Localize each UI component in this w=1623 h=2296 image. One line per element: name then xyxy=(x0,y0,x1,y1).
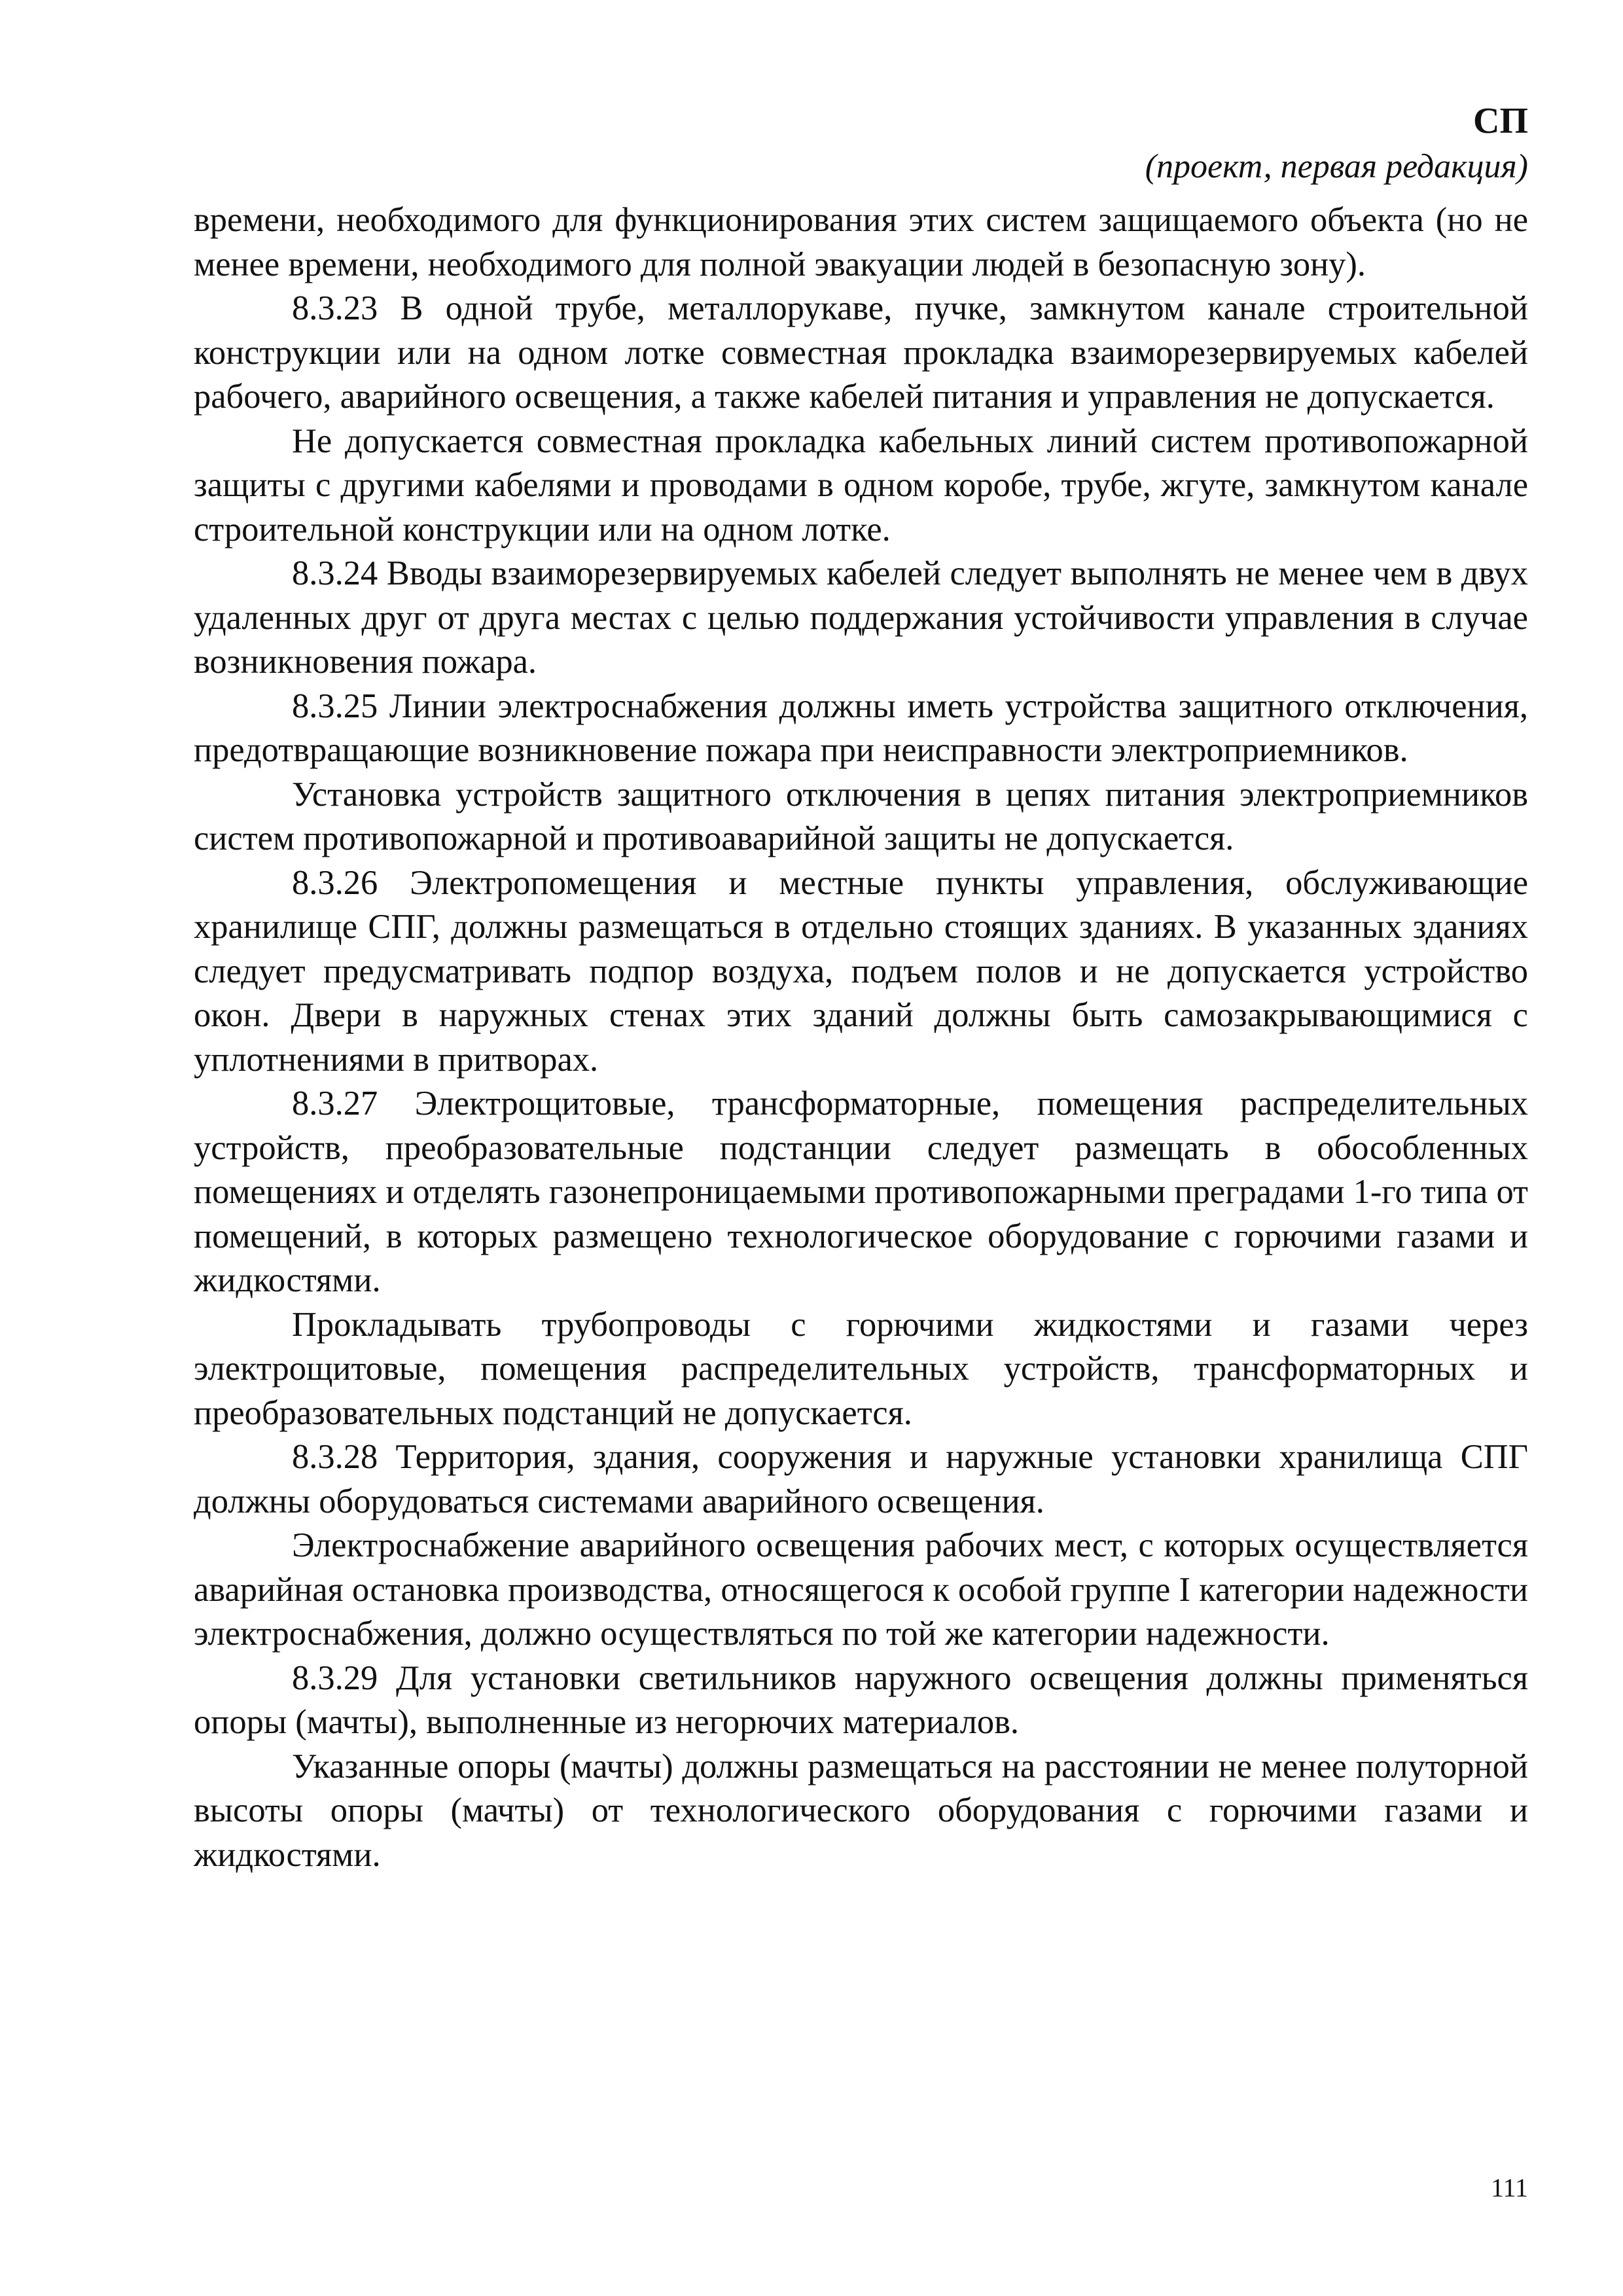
paragraph: Электроснабжение аварийного освещения рабочих мест, с которых осуществляется аварийная остановка производства, относящегося к особой группе I категории надежности электроснабжения, должно осуществляться по той же категории надежности. xyxy=(194,1526,1528,1653)
page-number: 111 xyxy=(1490,2173,1528,2202)
paragraph: Указанные опоры (мачты) должны размещаться на расстоянии не менее полуторной высоты опоры (мачты) от технологического оборудования с горючими газами и жидкостями. xyxy=(194,1747,1528,1874)
paragraph-8-3-25: 8.3.25 Линии электроснабжения должны иметь устройства защитного отключения, предотвращающие возникновение пожара при неисправности электроприемников. xyxy=(194,687,1528,769)
document-body xyxy=(194,198,1528,1877)
paragraph-8-3-29: 8.3.29 Для установки светильников наружного освещения должны применяться опоры (мачты), выполненные из негорючих материалов. xyxy=(194,1659,1528,1741)
paragraph-8-3-26: 8.3.26 Электропомещения и местные пункты управления, обслуживающие хранилище СПГ, должны размещаться в отдельно стоящих зданиях. В указанных зданиях следует предусматривать подпор воздуха, подъем полов и не допускается устройство окон. Двери в наружных стенах этих зданий должны быть самозакрывающимися с уплотнениями в притворах. xyxy=(194,863,1528,1079)
paragraph: Установка устройств защитного отключения в цепях питания электроприемников систем противопожарной и противоаварийной защиты не допускается. xyxy=(194,775,1528,857)
document-code: СП xyxy=(1473,101,1528,141)
paragraph-8-3-28: 8.3.28 Территория, здания, сооружения и наружные установки хранилища СПГ должны оборудоваться системами аварийного освещения. xyxy=(194,1438,1528,1520)
paragraph-continuation: времени, необходимого для функционирования этих систем защищаемого объекта (но не менее времени, необходимого для полной эвакуации людей в безопасную зону). xyxy=(194,201,1528,283)
paragraph: Прокладывать трубопроводы с горючими жидкостями и газами через электрощитовые, помещения распределительных устройств, трансформаторных и преобразовательных подстанций не допускается. xyxy=(194,1305,1528,1432)
document-status: (проект, первая редакция) xyxy=(1145,148,1528,185)
paragraph-8-3-27: 8.3.27 Электрощитовые, трансформаторные, помещения распределительных устройств, преобразовательные подстанции следует размещать в обособленных помещениях и отделять газонепроницаемыми противопожарными преградами 1-го типа от помещений, в которых размещено технологическое оборудование с горючими газами и жидкостями. xyxy=(194,1085,1528,1299)
paragraph-8-3-24: 8.3.24 Вводы взаиморезервируемых кабелей следует выполнять не менее чем в двух удаленных друг от друга местах с целью поддержания устойчивости управления в случае возникновения пожара. xyxy=(194,554,1528,681)
paragraph: Не допускается совместная прокладка кабельных линий систем противопожарной защиты с другими кабелями и проводами в одном коробе, трубе, жгуте, замкнутом канале строительной конструкции или на одном лотке. xyxy=(194,422,1528,548)
page-header xyxy=(1145,98,1528,190)
paragraph-8-3-23: 8.3.23 В одной трубе, металлорукаве, пучке, замкнутом канале строительной конструкции или на одном лотке совместная прокладка взаиморезервируемых кабелей рабочего, аварийного освещения, а также кабелей питания и управления не допускается. xyxy=(194,289,1528,416)
